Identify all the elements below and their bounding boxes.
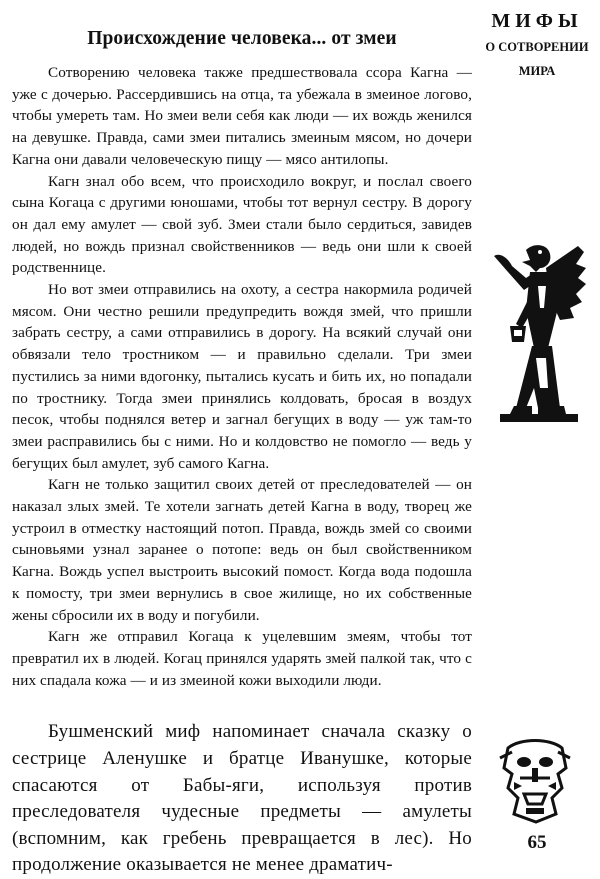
margin-column bbox=[478, 0, 596, 867]
article-title: Происхождение человека... от змеи bbox=[87, 28, 397, 49]
article-paragraph: Кагн не только защитил своих детей от преследователей — он наказал злых змей. Те хотели загнать детей Кагна в воду, творец же устроил в отместку настоящий потоп. Правда, вождь змей со своими сыновьями узнал заранее о потопе: ведь он был свойственником Кагна. Вождь успел выстроить высокий помост. Когда вода подошла к помосту, три змеи вернулись в свое жилище, но их собственные жены сбросили их в воду и погубили. bbox=[12, 476, 472, 624]
section-title: МИФЫ bbox=[491, 10, 583, 32]
commentary-block bbox=[12, 719, 472, 879]
main-column bbox=[12, 14, 472, 879]
totem-mask-icon bbox=[496, 738, 574, 824]
section-subtitle: МИРА bbox=[518, 64, 556, 78]
section-subtitle: О СОТВОРЕНИИ bbox=[485, 40, 589, 54]
article-paragraph: Сотворению человека также предшествовала ссора Кагна — уже с дочерью. Рассердившись на отца, та убежала в змеиное логово, чтобы умереть там. Но змеи вели себя как люди — их вождь женился на девушке. Правда, сами змеи питались змеиным мясом, но дочери Кагна они давали человеческую пищу — мясо антилопы. bbox=[12, 64, 472, 168]
commentary-paragraph: Бушменский миф напоминает сначала сказку о сестрице Аленушке и братце Иванушке, которые спасаются от Бабы-яги, используя против преследователя чудесные предметы — амулеты (вспомним, как гребень превращается в лес). Но продолжение оказывается не менее драматич- bbox=[12, 721, 472, 876]
article-paragraph: Кагн же отправил Когаца к уцелевшим змеям, чтобы тот превратил их в людей. Когац принялся ударять змей палкой так, что с них спадала кожа — и из змеиной кожи выходили люди. bbox=[12, 628, 472, 689]
page-number: 65 bbox=[527, 832, 547, 853]
article-paragraph: Но вот змеи отправились на охоту, а сестра накормила родичей мясом. Они честно решили предупредить вождя змей, что пришли забрать сестру, а сами отправились в дорогу. На всякий случай они обвязали тело тростником — и правильно сделали. Три змеи пустились за ними вдогонку, пытались кусать и бить их, но попадали по тростнику. Тогда змеи принялись колдовать, бросая в воздух песок, чтобы поднялся ветер и загнал бегущих в воду — уж там-то змеи расправились бы с ними. Но и колдовство не помогло — ведь у бегущих был амулет, зуб самого Кагна. bbox=[12, 281, 472, 472]
article-paragraph: Кагн знал обо всем, что происходило вокруг, и послал своего сына Когаца с другими юношами, чтобы тот вернул сестру. В дорогу он дал ему амулет — свой зуб. Змеи стали было сердиться, завидев людей, но вождь признал свойственников — ведь они шли к своей родственнице. bbox=[12, 172, 472, 277]
winged-deity-icon bbox=[486, 238, 590, 428]
